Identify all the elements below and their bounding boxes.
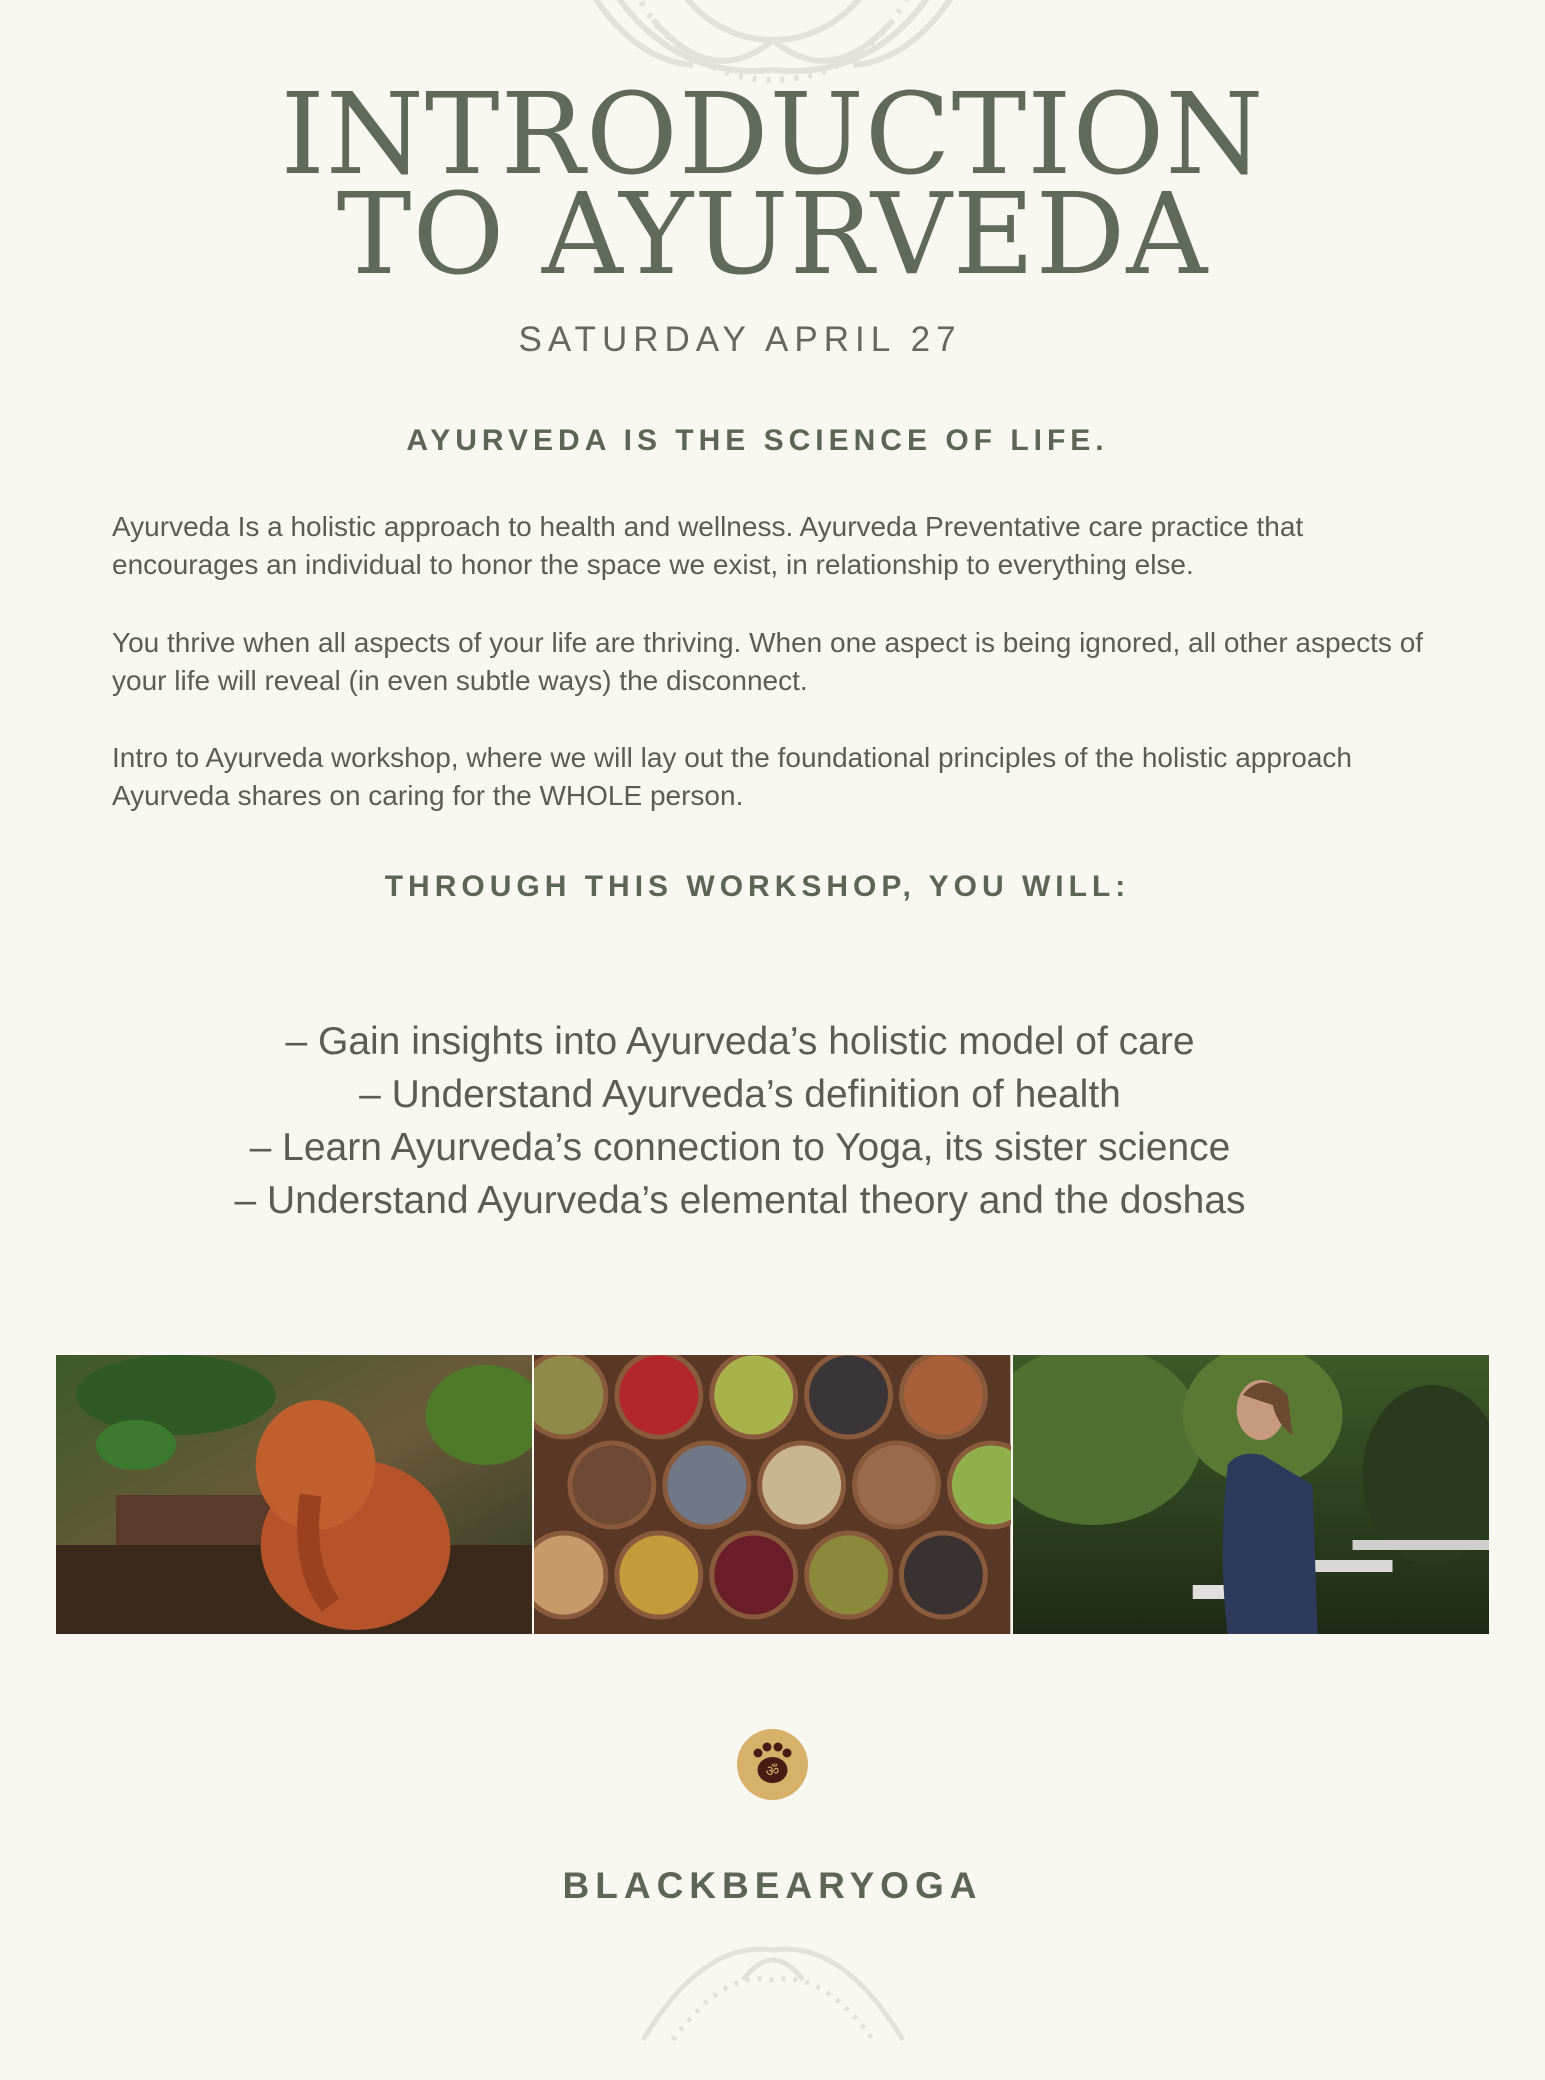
paragraph-2: You thrive when all aspects of your life are thriving. When one aspect is being ignored, all other aspects of your life will reveal (in even subtle ways) the disconnect.	[112, 627, 1424, 696]
list-item: – Learn Ayurveda’s connection to Yoga, its sister science	[249, 1126, 1231, 1169]
mandala-ornament-bottom	[623, 1920, 923, 2080]
photo-strip	[56, 1355, 1489, 1634]
workshop-heading: THROUGH THIS WORKSHOP, YOU WILL:	[384, 870, 1131, 903]
headline: AYURVEDA IS THE SCIENCE OF LIFE.	[406, 424, 1109, 457]
spice-bowls-photo	[534, 1355, 1012, 1634]
benefits-list	[0, 1015, 1480, 1227]
brand-name: BLACKBEARYOGA	[562, 1865, 983, 1906]
blackbearyoga-logo	[737, 1729, 808, 1800]
title-line-1: INTRODUCTION	[280, 70, 1265, 200]
paragraph-3: Intro to Ayurveda workshop, where we will lay out the foundational principles of the holistic approach Ayurveda shares on caring for the WHOLE person.	[112, 742, 1352, 811]
page-title	[0, 70, 1545, 300]
elephant-statue-photo	[56, 1355, 534, 1634]
event-date: SATURDAY APRIL 27	[518, 320, 962, 359]
list-item: – Gain insights into Ayurveda’s holistic model of care	[285, 1020, 1195, 1063]
list-item: – Understand Ayurveda’s elemental theory and the doshas	[234, 1179, 1246, 1222]
paragraph-1: Ayurveda Is a holistic approach to health and wellness. Ayurveda Preventative care practice that encourages an individual to honor the space we exist, in relationship to everything else.	[112, 511, 1304, 580]
bear-paw-om-icon	[737, 1729, 808, 1800]
woman-stretching-photo	[1013, 1355, 1489, 1634]
title-line-2: TO AYURVEDA	[336, 170, 1209, 300]
svg-text:ॐ: ॐ	[765, 1762, 780, 1780]
list-item: – Understand Ayurveda’s definition of health	[359, 1073, 1121, 1116]
